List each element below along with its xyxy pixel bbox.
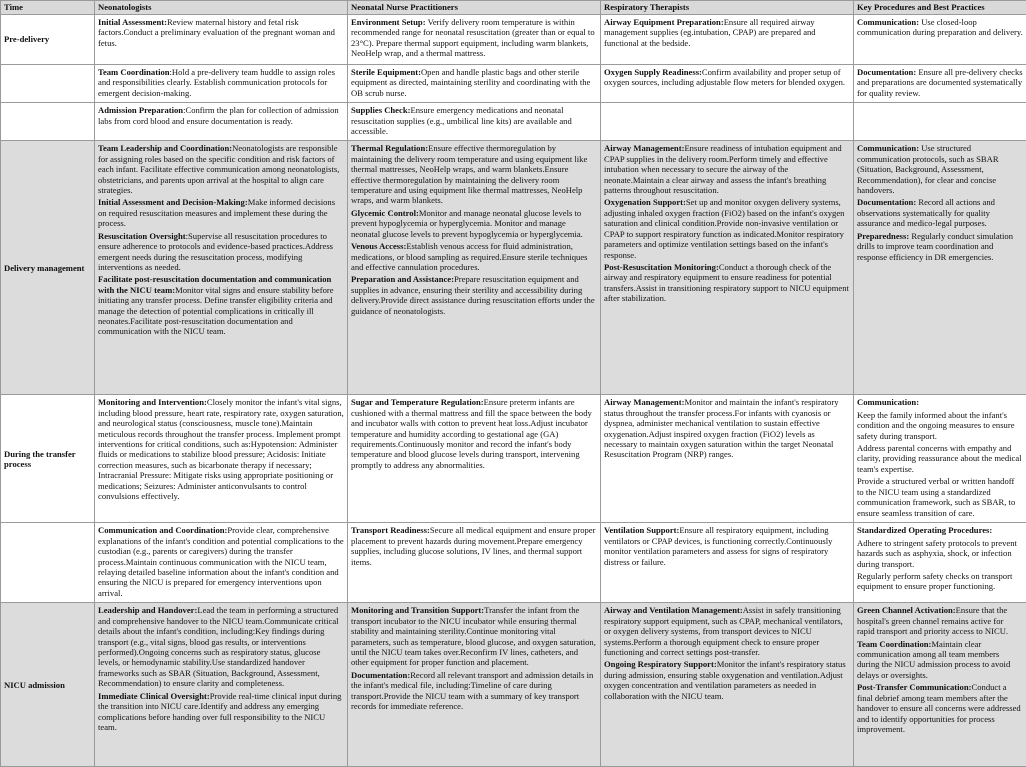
respiratory-therapists-cell [601, 603, 854, 767]
stage-cell [1, 103, 95, 141]
key-procedures-cell [854, 395, 1026, 523]
text-block [98, 691, 344, 733]
nurse-practitioners-cell [348, 103, 601, 141]
block-text: :Confirm the plan for collection of admission labs from cord blood and ensure documentation is ready. [98, 105, 339, 125]
key-procedures-cell [854, 65, 1026, 103]
block-text: Regularly perform safety checks on transport equipment to ensure proper functioning. [857, 571, 1012, 591]
block-title: Immediate Clinical Oversight: [98, 691, 210, 701]
text-block [98, 105, 344, 126]
header-row [1, 1, 1026, 15]
text-block [604, 197, 850, 259]
block-title: Documentation: [857, 67, 916, 77]
text-block [604, 67, 850, 88]
text-block [604, 262, 850, 304]
block-text: Provide a structured verbal or written handoff to the NICU team using a standardized communication framework, such as SBAR, to ensure seamless transition of care. [857, 476, 1015, 517]
neonatologists-cell [95, 603, 348, 767]
neonatologists-cell [95, 65, 348, 103]
text-block [351, 274, 597, 316]
block-text: Review maternal history and fetal risk factors.Conduct a preliminary evaluation of the pregnant woman and fetus. [98, 17, 335, 48]
block-title: Facilitate post-resuscitation documentation and communication with the NICU team: [98, 274, 331, 294]
block-title: Communication: [857, 17, 919, 27]
block-text: Regularly conduct simulation drills to improve team coordination and response efficiency in DR emergencies. [857, 231, 1013, 262]
block-text: Assist in safely transitioning respiratory support equipment, such as CPAP, mechanical ventilators, or oxygen delivery systems, from transport devices to NICU systems.Perform a thorough equipment check to ensure proper functioning and correct settings post-transfer. [604, 605, 843, 657]
block-title: Airway and Ventilation Management: [604, 605, 743, 615]
block-text: Maintain clear communication among all team members during the NICU admission process to avoid delays or oversights. [857, 639, 1010, 680]
stage-cell: During the transfer process [1, 395, 95, 523]
table-row [1, 15, 1026, 65]
neonatologists-cell [95, 15, 348, 65]
block-text: Use closed-loop communication during preparation and delivery. [857, 17, 1023, 37]
respiratory-therapists-cell [601, 395, 854, 523]
text-block [857, 397, 1023, 407]
nurse-practitioners-cell [348, 65, 601, 103]
text-block [857, 571, 1023, 592]
text-block [604, 525, 850, 567]
table-row [1, 603, 1026, 767]
header-respiratory-therapists: Respiratory Therapists [601, 1, 854, 15]
block-text: Neonatologists are responsible for assigning roles based on the specific condition and risk factors of each infant. Facilitate effective communication among neonatologists, obstetricians, and parents upon arrival at the hospital to align care strategies. [98, 143, 339, 195]
block-title: Communication: [857, 143, 919, 153]
stage-cell: NICU admission [1, 603, 95, 767]
text-block [857, 197, 1023, 228]
block-text: Ensure all pre-delivery checks and preparations are documented systematically for quality review. [857, 67, 1023, 98]
text-block [857, 143, 1023, 195]
block-title: Initial Assessment: [98, 17, 167, 27]
table-row [1, 65, 1026, 103]
block-title: Ventilation Support: [604, 525, 679, 535]
text-block [857, 17, 1023, 38]
stage-cell: Delivery management [1, 141, 95, 395]
text-block [857, 476, 1023, 518]
text-block [98, 17, 344, 48]
text-block [857, 605, 1023, 636]
stage-cell [1, 65, 95, 103]
table-body [1, 15, 1026, 767]
block-title: Team Leadership and Coordination: [98, 143, 232, 153]
block-text: Record all actions and observations systematically for quality assurance and medico-legal purposes. [857, 197, 995, 228]
text-block [351, 208, 597, 239]
block-text: Adhere to stringent safety protocols to prevent hazards such as asphyxia, shock, or infection during transport. [857, 538, 1017, 569]
block-text: :Supervise all resuscitation procedures to ensure adherence to protocols and evidence-based practices.Address emergent needs during the resuscitation process, modifying interventions as needed. [98, 231, 333, 272]
block-text: :Hold a pre-delivery team huddle to assign roles and responsibilities clearly. Establish communication protocols for emergent decision-making. [98, 67, 335, 98]
block-text: Establish venous access for fluid administration, medications, or blood sampling as required.Ensure sterile techniques and effective cannulation procedures. [351, 241, 588, 272]
block-text: Ensure effective thermoregulation by maintaining the delivery room temperature and using equipment like thermal mattresses, NeoHelp wraps, and warm blankets.Ensure effective thermoregulation by maintaining the delivery room temperature and using equipment like thermal mattresses, NeoHelp wraps, and warm blankets. [351, 143, 587, 205]
key-procedures-cell [854, 603, 1026, 767]
block-text: Ensure that the hospital's green channel remains active for rapid transport and priority access to NICU. [857, 605, 1008, 636]
block-text: Ensure readiness of intubation equipment and CPAP supplies in the delivery room.Perform timely and effective intubation when necessary to secure the airway of the neonate.Maintain a clear airway and assess the infant's breathing patterns throughout resuscitation. [604, 143, 842, 195]
block-text: Secure all medical equipment and ensure proper placement to prevent hazards during movement.Prepare emergency supplies, including glucose solutions, IV lines, and thermal support items. [351, 525, 595, 566]
text-block [857, 639, 1023, 681]
text-block [857, 525, 1023, 535]
block-text: Verify delivery room temperature is within recommended range for neonatal resuscitation (greater than or equal to 23°C). Prepare thermal support equipment, including warm blankets, NeoHelp wrap, and a thermal mattress. [351, 17, 595, 58]
table-row [1, 523, 1026, 603]
text-block [351, 105, 597, 136]
table-row [1, 395, 1026, 523]
block-title: Monitoring and Intervention: [98, 397, 207, 407]
block-title: Team Coordination [98, 67, 170, 77]
key-procedures-cell [854, 15, 1026, 65]
respiratory-therapists-cell [601, 15, 854, 65]
block-title: Communication and Coordination: [98, 525, 227, 535]
block-text: Record all relevant transport and admission details in the infant's medical file, including:Timeline of care during transport.Provide the NICU team with a summary of key transport records for immediate reference. [351, 670, 593, 711]
block-title: Ongoing Respiratory Support: [604, 659, 717, 669]
block-text: Set up and monitor oxygen delivery systems, adjusting inhaled oxygen fraction (FiO2) based on the infant's oxygen saturation and clinical condition.Provide non-invasive ventilation or CPAP to support respiratory function as indicated.Monitor respiratory parameters and optimize ventilation settings based on the infant's response. [604, 197, 844, 259]
block-text: Monitor the infant's respiratory status during admission, ensuring stable oxygenation and ventilation.Adjust oxygen concentration and ventilation parameters as needed in collaboration with the NICU team. [604, 659, 846, 700]
respiratory-therapists-cell [601, 103, 854, 141]
block-title: Standardized Operating Procedures: [857, 525, 992, 535]
block-title: Preparedness: [857, 231, 909, 241]
text-block [604, 605, 850, 657]
text-block [351, 143, 597, 205]
block-title: Glycemic Control: [351, 208, 419, 218]
text-block [351, 670, 597, 712]
nurse-practitioners-cell [348, 141, 601, 395]
block-title: Initial Assessment and Decision-Making: [98, 197, 248, 207]
header-key-procedures: Key Procedures and Best Practices [854, 1, 1026, 15]
nurse-practitioners-cell [348, 603, 601, 767]
block-text: Monitor and maintain the infant's respiratory status throughout the transfer process.For infants with cyanosis or dyspnea, administer mechanical ventilation to sustain effective oxygenation.Adjust inspired oxygen fraction (FiO2) levels as necessary to maintain oxygen saturation within the target Neonatal Resuscitation Program (NRP) ranges. [604, 397, 839, 459]
block-title: Transport Readiness: [351, 525, 430, 535]
block-title: Venous Access: [351, 241, 406, 251]
nurse-practitioners-cell [348, 15, 601, 65]
block-text: Confirm availability and proper setup of oxygen sources, including adjustable flow meters for blended oxygen. [604, 67, 845, 87]
block-text: Conduct a thorough check of the airway and respiratory equipment to ensure readiness for potential transfers.Assist in transitioning respiratory support to NICU equipment after stabilization. [604, 262, 849, 303]
block-text: Closely monitor the infant's vital signs, including blood pressure, heart rate, respiratory rate, oxygen saturation, and neurological status (consciousness, muscle tone).Maintain meticulous records throughout the transfer process. Implement prompt interventions for critical conditions, such as:Hypotension: Administer fluids or medications to stabilize blood pressure; Acidosis: Initiate correction measures, such as bicarbonate therapy if necessary; Intracranial Pressure: Mitigate risks using appropriate positioning or medications; Seizures: Administer anticonvulsants to control convulsions effectively. [98, 397, 344, 501]
text-block [351, 605, 597, 667]
block-title: Sugar and Temperature Regulation: [351, 397, 484, 407]
table-row [1, 103, 1026, 141]
text-block [98, 197, 344, 228]
respiratory-therapists-cell [601, 523, 854, 603]
block-title: Team Coordination: [857, 639, 931, 649]
block-title: Communication: [857, 397, 919, 407]
table-row [1, 141, 1026, 395]
block-title: Sterile Equipment: [351, 67, 421, 77]
nurse-practitioners-cell [348, 523, 601, 603]
block-title: Airway Equipment Preparation: [604, 17, 724, 27]
block-text: Conduct a final debrief among team members after the handover to ensure all concerns were addressed and to identify opportunities for process improvement. [857, 682, 1021, 734]
block-title: Post-Resuscitation Monitoring: [604, 262, 719, 272]
block-title: Airway Management: [604, 143, 684, 153]
block-text: Monitor vital signs and ensure stability before initiating any transfer process. Define transfer eligibility criteria and manage the detection of potential complications in critically ill neonates.Facilitate post-resuscitation documentation and communication with the NICU team. [98, 285, 334, 337]
respiratory-therapists-cell [601, 65, 854, 103]
text-block [604, 397, 850, 459]
respiratory-therapists-cell [601, 141, 854, 395]
block-text: Use structured communication protocols, such as SBAR (Situation, Background, Assessment, Recommendation), for clear and concise handovers. [857, 143, 999, 195]
text-block [857, 538, 1023, 569]
block-text: Provide clear, comprehensive explanations of the infant's condition and potential complications to the custodian (e.g., parents or caregivers) during the transfer process.Maintain continuous communication with the NICU team, relaying detailed baseline information about the infant's condition and ensuring the NICU is prepared for emergency interventions upon arrival. [98, 525, 344, 597]
block-title: Environment Setup: [351, 17, 426, 27]
neonatologists-cell [95, 395, 348, 523]
text-block [857, 67, 1023, 98]
block-title: Monitoring and Transition Support: [351, 605, 484, 615]
neonatologists-cell [95, 523, 348, 603]
header-time: Time [1, 1, 95, 15]
block-text: Ensure emergency medications and neonatal resuscitation supplies (e.g., umbilical line kits) are available and accessible. [351, 105, 572, 136]
text-block [98, 231, 344, 273]
block-title: Documentation: [351, 670, 410, 680]
block-title: Documentation: [857, 197, 916, 207]
text-block [98, 525, 344, 598]
text-block [351, 241, 597, 272]
stage-cell [1, 523, 95, 603]
text-block [98, 67, 344, 98]
text-block [351, 17, 597, 59]
text-block [857, 682, 1023, 734]
block-text: Prepare resuscitation equipment and supplies in advance, ensuring their sterility and accessibility during delivery.Provide direct assistance during resuscitation efforts under the guidance of neonatologists. [351, 274, 595, 315]
block-title: Green Channel Activation: [857, 605, 956, 615]
text-block [351, 397, 597, 470]
stage-cell: Pre-delivery [1, 15, 95, 65]
text-block [604, 17, 850, 48]
key-procedures-cell [854, 103, 1026, 141]
text-block [857, 231, 1023, 262]
text-block [857, 410, 1023, 441]
block-text: Provide real-time clinical input during the transition into NICU care.Identify and address any emerging complications before handing over full responsibility to the NICU team. [98, 691, 341, 732]
block-text: Ensure all respiratory equipment, including ventilators or CPAP devices, is functioning correctly.Continuously monitor ventilation parameters and assess for signs of respiratory distress or failure. [604, 525, 832, 566]
block-title: Thermal Regulation: [351, 143, 428, 153]
block-title: Oxygenation Support: [604, 197, 686, 207]
neonatologists-cell [95, 103, 348, 141]
key-procedures-cell [854, 141, 1026, 395]
block-text: Lead the team in performing a structured and comprehensive handover to the NICU team.Communicate critical details about the infant's condition, including:Key findings during transport (e.g., vital signs, blood gas results, or interventions performed).Ongoing concerns such as respiratory status, glucose levels, or hemodynamic stability.Use standardized handover frameworks such as SBAR (Situation, Background, Assessment, Recommendation) to ensure clarity and completeness. [98, 605, 339, 688]
key-procedures-cell [854, 523, 1026, 603]
header-neonatologists: Neonatologists [95, 1, 348, 15]
block-text: Keep the family informed about the infant's condition and the ongoing measures to ensure safety during transport. [857, 410, 1015, 441]
text-block [604, 143, 850, 195]
neonatologists-cell [95, 141, 348, 395]
block-title: Supplies Check: [351, 105, 410, 115]
block-text: Transfer the infant from the transport incubator to the NICU incubator while ensuring thermal stability and maintaining sterility.Continue monitoring vital parameters, such as temperature, blood glucose, and oxygen saturation, until the NICU team takes over.Reconfirm IV lines, catheters, and other equipment for proper function and placement. [351, 605, 596, 667]
text-block [98, 605, 344, 688]
block-text: Make informed decisions on required resuscitation measures and implement these during the process. [98, 197, 335, 228]
block-title: Oxygen Supply Readiness: [604, 67, 702, 77]
block-title: Admission Preparation [98, 105, 183, 115]
header-nurse-practitioners: Neonatal Nurse Practitioners [348, 1, 601, 15]
block-title: Airway Management: [604, 397, 684, 407]
text-block [604, 659, 850, 701]
text-block [857, 443, 1023, 474]
nurse-practitioners-cell [348, 395, 601, 523]
text-block [98, 397, 344, 501]
block-title: Post-Transfer Communication: [857, 682, 972, 692]
text-block [98, 143, 344, 195]
block-text: Ensure all required airway management supplies (eg.intubation, CPAP) are prepared and functional at the bedside. [604, 17, 816, 48]
block-title: Preparation and Assistance: [351, 274, 454, 284]
block-title: Resuscitation Oversight [98, 231, 186, 241]
text-block [351, 67, 597, 98]
block-text: Open and handle plastic bags and other sterile equipment as directed, maintaining sterility and coordinating with the OB scrub nurse. [351, 67, 590, 98]
text-block [351, 525, 597, 567]
block-title: Leadership and Handover: [98, 605, 197, 615]
block-text: Ensure preterm infants are cushioned with a thermal mattress and fill the space between the body and incubator walls with cotton to prevent heat loss.Adjust incubator temperature and humidity according to gestational age (GA) requirements.Continuously monitor and record the infant's body temperature and blood glucose levels during transport, intervening promptly to address any abnormalities. [351, 397, 592, 469]
block-text: Address parental concerns with empathy and clarity, providing reassurance about the medical team's expertise. [857, 443, 1022, 474]
block-text: Monitor and manage neonatal glucose levels to prevent hypoglycemia or hyperglycemia. Monitor and manage neonatal glucose levels to prevent hypoglycemia or hyperglycemia. [351, 208, 583, 239]
text-block [98, 274, 344, 336]
